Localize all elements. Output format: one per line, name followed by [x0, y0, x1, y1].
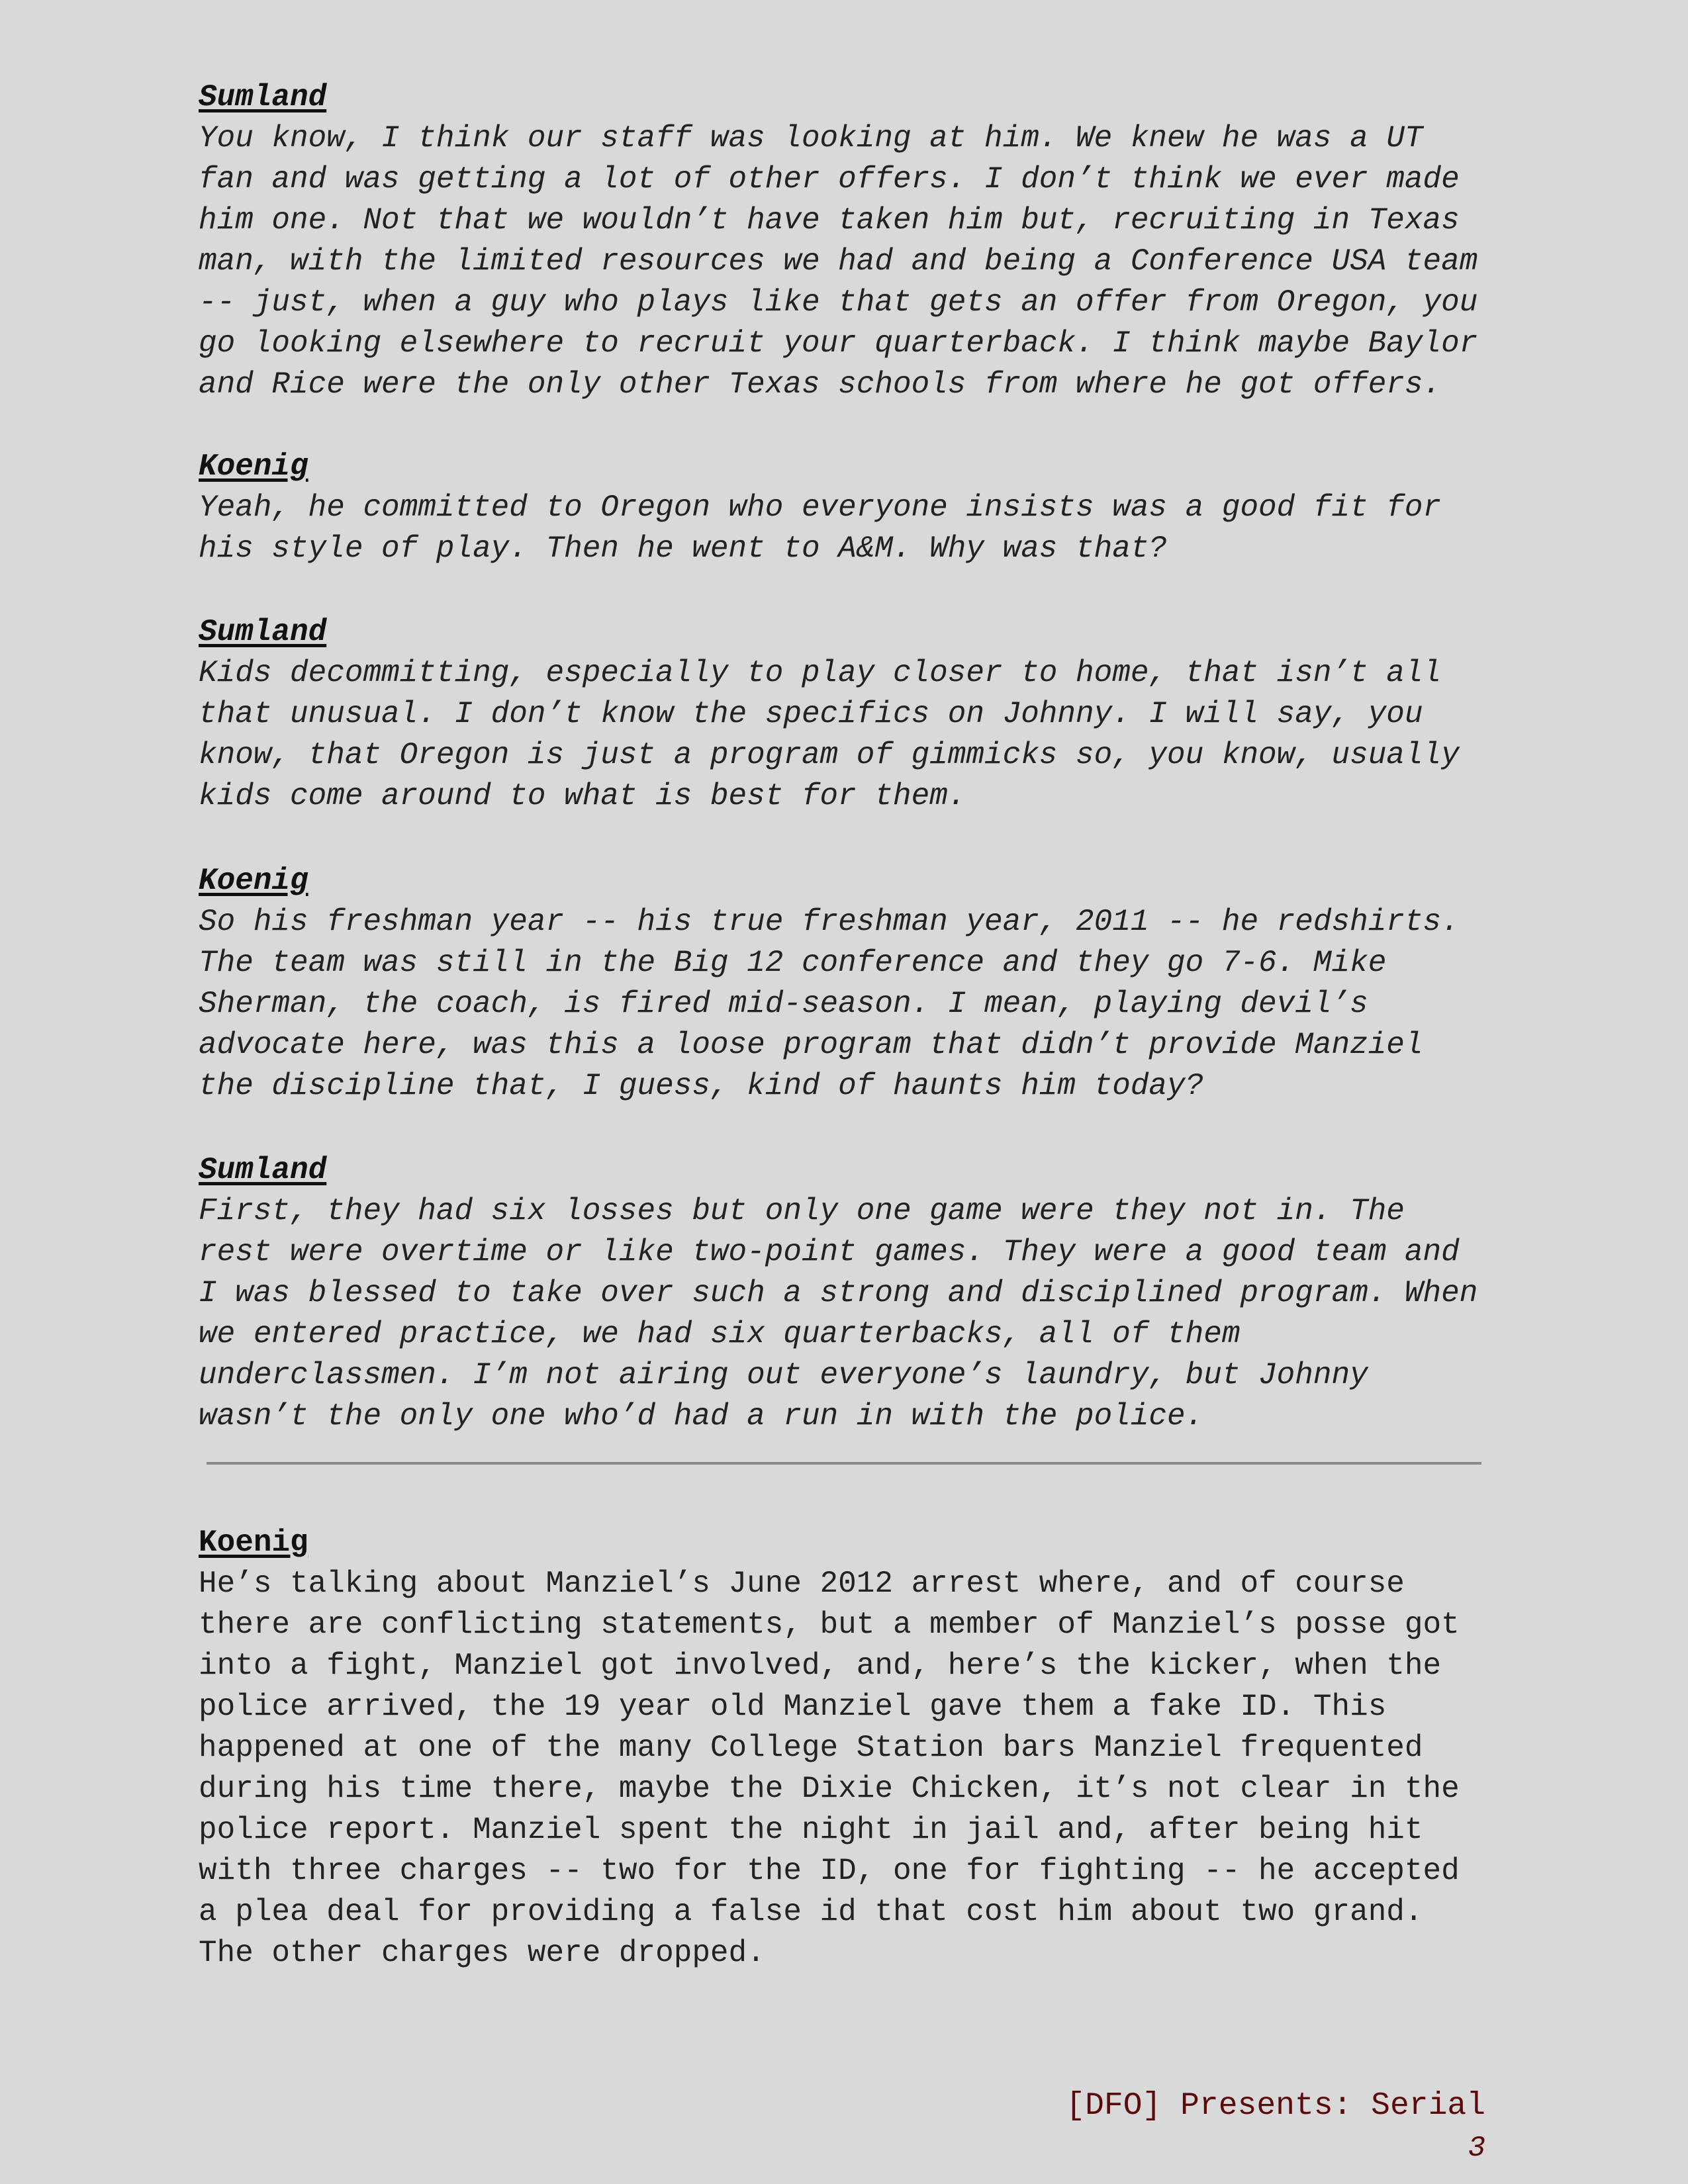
dialogue-line: The team was still in the Big 12 conference and they go 7-6. Mike	[199, 946, 1387, 980]
dialogue-line: I was blessed to take over such a strong and disciplined program. When	[199, 1276, 1478, 1310]
dialogue-line: Yeah, he committed to Oregon who everyone insists was a good fit for	[199, 490, 1442, 525]
narration-line: during his time there, maybe the Dixie Chicken, it’s not clear in the	[199, 1772, 1460, 1806]
section-divider	[207, 1462, 1481, 1465]
dialogue-line: Sherman, the coach, is fired mid-season. I mean, playing devil’s	[199, 987, 1368, 1021]
narration-line: police report. Manziel spent the night in jail and, after being hit	[199, 1813, 1423, 1847]
narration-line: police arrived, the 19 year old Manziel gave them a fake ID. This	[199, 1690, 1387, 1724]
dialogue-line: So his freshman year -- his true freshman year, 2011 -- he redshirts.	[199, 905, 1460, 939]
speaker-name: Sumland	[199, 80, 327, 114]
dialogue-line: him one. Not that we wouldn’t have taken him but, recruiting in Texas	[199, 203, 1460, 238]
page-number: 3	[1468, 2132, 1485, 2165]
footer-title: [DFO] Presents: Serial	[1066, 2088, 1485, 2124]
dialogue-line: go looking elsewhere to recruit your quarterback. I think maybe Baylor	[199, 326, 1478, 361]
dialogue-line: You know, I think our staff was looking at him. We knew he was a UT	[199, 121, 1423, 156]
dialogue-line: man, with the limited resources we had and being a Conference USA team	[199, 244, 1478, 279]
dialogue-line: Kids decommitting, especially to play closer to home, that isn’t all	[199, 656, 1442, 690]
dialogue-line: rest were overtime or like two-point games. They were a good team and	[199, 1235, 1460, 1269]
narration-line: with three charges -- two for the ID, one for fighting -- he accepted	[199, 1854, 1460, 1888]
transcript-entry	[199, 612, 1496, 817]
speaker-name: Sumland	[199, 615, 327, 649]
transcript-entry	[199, 446, 1496, 569]
speaker-name: Koenig	[199, 864, 308, 898]
transcript-entry	[199, 860, 1496, 1107]
dialogue-line: -- just, when a guy who plays like that gets an offer from Oregon, you	[199, 285, 1478, 320]
dialogue-line: underclassmen. I’m not airing out everyone’s laundry, but Johnny	[199, 1358, 1368, 1392]
speaker-name: Koenig	[199, 449, 308, 484]
narration-entry	[199, 1522, 1496, 1974]
transcript-entry	[199, 1150, 1496, 1437]
dialogue-line: wasn’t the only one who’d had a run in with the police.	[199, 1399, 1204, 1433]
speaker-name: Koenig	[199, 1525, 308, 1560]
transcript-entry	[199, 77, 1496, 405]
dialogue-line: the discipline that, I guess, kind of haunts him today?	[199, 1069, 1204, 1103]
dialogue-line: and Rice were the only other Texas schools from where he got offers.	[199, 367, 1442, 402]
narration-line: He’s talking about Manziel’s June 2012 arrest where, and of course	[199, 1567, 1405, 1601]
narration-line: happened at one of the many College Station bars Manziel frequented	[199, 1731, 1423, 1765]
dialogue-line: kids come around to what is best for them.	[199, 779, 966, 813]
dialogue-line: his style of play. Then he went to A&M. Why was that?	[199, 531, 1168, 566]
narration-line: The other charges were dropped.	[199, 1936, 765, 1970]
dialogue-line: know, that Oregon is just a program of gimmicks so, you know, usually	[199, 738, 1460, 772]
dialogue-line: advocate here, was this a loose program that didn’t provide Manziel	[199, 1028, 1423, 1062]
dialogue-line: First, they had six losses but only one game were they not in. The	[199, 1194, 1405, 1228]
narration-line: there are conflicting statements, but a member of Manziel’s posse got	[199, 1608, 1460, 1642]
speaker-name: Sumland	[199, 1153, 327, 1187]
dialogue-line: we entered practice, we had six quarterbacks, all of them	[199, 1317, 1241, 1351]
dialogue-line: fan and was getting a lot of other offers. I don’t think we ever made	[199, 162, 1460, 197]
dialogue-line: that unusual. I don’t know the specifics on Johnny. I will say, you	[199, 697, 1423, 731]
narration-line: a plea deal for providing a false id that cost him about two grand.	[199, 1895, 1423, 1929]
narration-line: into a fight, Manziel got involved, and, here’s the kicker, when the	[199, 1649, 1442, 1683]
